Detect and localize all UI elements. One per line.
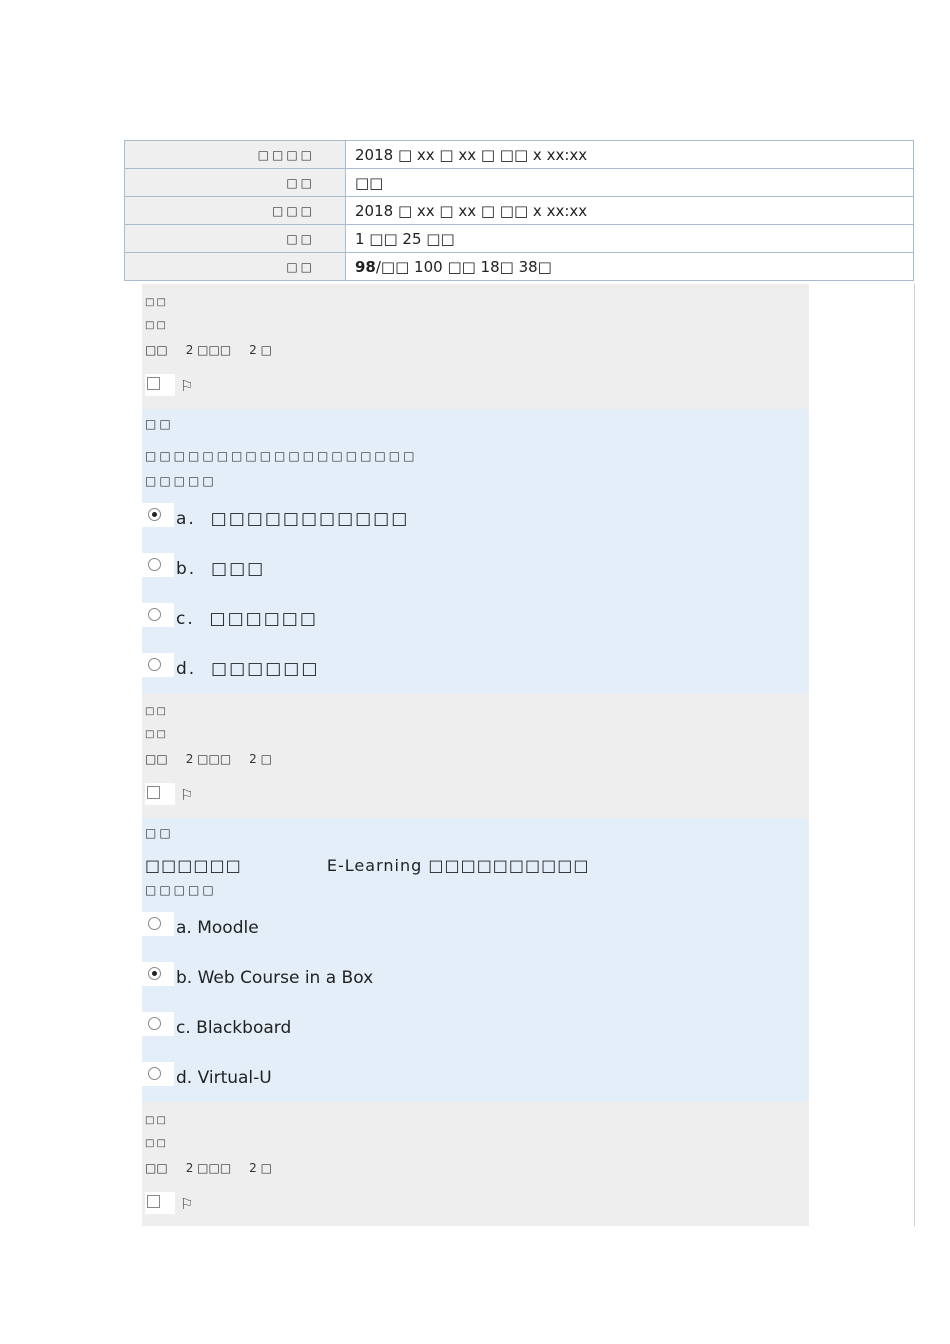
option-label: a. □□□□□□□□□□□ bbox=[176, 509, 410, 529]
points-total: 2 □ bbox=[249, 1161, 272, 1175]
question-content bbox=[142, 818, 809, 1102]
question-tools bbox=[145, 783, 194, 805]
points-earned: 2 □□□ bbox=[185, 752, 232, 766]
question-heading: □□ bbox=[145, 826, 174, 840]
question-text: □□□□□□ E-Learning □□□□□□□□□□ bbox=[145, 856, 590, 875]
summary-label: □□ bbox=[125, 169, 346, 197]
question-status: □□ bbox=[145, 320, 168, 331]
page-right-border bbox=[914, 284, 915, 1226]
flag-icon[interactable]: ⚐ bbox=[180, 377, 194, 395]
radio-button[interactable] bbox=[148, 1017, 161, 1030]
option-label: a. Moodle bbox=[176, 918, 259, 938]
question-prompt: □□□□□ bbox=[145, 474, 217, 488]
question-text: □□□□□□□□□□□□□□□□□□□ bbox=[145, 449, 418, 463]
summary-row bbox=[125, 253, 914, 281]
radio-box bbox=[142, 962, 174, 986]
question-heading: □□ bbox=[145, 417, 174, 431]
answer-option[interactable] bbox=[142, 603, 542, 633]
question-info bbox=[142, 693, 809, 818]
mark-checkbox[interactable] bbox=[147, 1195, 160, 1208]
radio-button[interactable] bbox=[148, 1067, 161, 1080]
question-tools bbox=[145, 1192, 194, 1214]
radio-box bbox=[142, 653, 174, 677]
answer-option[interactable] bbox=[142, 1062, 542, 1092]
attempt-summary-table bbox=[124, 140, 914, 281]
radio-box bbox=[142, 553, 174, 577]
radio-box bbox=[142, 912, 174, 936]
radio-button[interactable] bbox=[148, 608, 161, 621]
radio-box bbox=[142, 1012, 174, 1036]
summary-row bbox=[125, 169, 914, 197]
answer-option[interactable] bbox=[142, 1012, 542, 1042]
radio-button[interactable] bbox=[148, 967, 161, 980]
points-total: 2 □ bbox=[249, 752, 272, 766]
option-label: d. Virtual-U bbox=[176, 1068, 272, 1088]
points-total: 2 □ bbox=[249, 343, 272, 357]
question-tools bbox=[145, 374, 194, 396]
summary-label: □□□□ bbox=[125, 141, 346, 169]
question-points bbox=[145, 752, 290, 766]
radio-button[interactable] bbox=[148, 508, 161, 521]
points-earned: 2 □□□ bbox=[185, 1161, 232, 1175]
score-suffix: /□□ 100 □□ 18□ 38□ bbox=[375, 257, 552, 276]
summary-label: □□ bbox=[125, 225, 346, 253]
flag-icon[interactable]: ⚐ bbox=[180, 786, 194, 804]
option-label: d. □□□□□□ bbox=[176, 659, 320, 679]
answer-option[interactable] bbox=[142, 912, 542, 942]
option-label: b. Web Course in a Box bbox=[176, 968, 374, 988]
question-info bbox=[142, 1102, 809, 1226]
answer-option[interactable] bbox=[142, 962, 542, 992]
answer-option[interactable] bbox=[142, 503, 542, 533]
radio-button[interactable] bbox=[148, 658, 161, 671]
option-label: c. Blackboard bbox=[176, 1018, 292, 1038]
question-points bbox=[145, 1161, 290, 1175]
option-label: c. □□□□□□ bbox=[176, 609, 318, 629]
summary-row bbox=[125, 141, 914, 169]
score-value: 98 bbox=[355, 257, 376, 276]
question-status: □□ bbox=[145, 729, 168, 740]
flag-icon[interactable]: ⚐ bbox=[180, 1195, 194, 1213]
summary-value: 2018 □ xx □ xx □ □□ x xx:xx bbox=[346, 197, 914, 225]
summary-row bbox=[125, 197, 914, 225]
points-label: □□ bbox=[145, 1161, 168, 1175]
summary-label: □□ bbox=[125, 253, 346, 281]
answer-option[interactable] bbox=[142, 553, 542, 583]
mark-checkbox[interactable] bbox=[147, 786, 160, 799]
radio-box bbox=[142, 603, 174, 627]
question-info bbox=[142, 284, 809, 409]
question-points bbox=[145, 343, 290, 357]
mark-checkbox[interactable] bbox=[147, 377, 160, 390]
radio-button[interactable] bbox=[148, 558, 161, 571]
summary-value: 1 □□ 25 □□ bbox=[346, 225, 914, 253]
question-status: □□ bbox=[145, 1138, 168, 1149]
question-content bbox=[142, 409, 809, 693]
option-label: b. □□□ bbox=[176, 559, 266, 579]
summary-value: 2018 □ xx □ xx □ □□ x xx:xx bbox=[346, 141, 914, 169]
radio-box bbox=[142, 503, 174, 527]
question-number: □□ bbox=[145, 1115, 168, 1126]
points-label: □□ bbox=[145, 343, 168, 357]
summary-label: □□□ bbox=[125, 197, 346, 225]
question-number: □□ bbox=[145, 706, 168, 717]
radio-button[interactable] bbox=[148, 917, 161, 930]
points-label: □□ bbox=[145, 752, 168, 766]
answer-option[interactable] bbox=[142, 653, 542, 683]
summary-value: □□ bbox=[346, 169, 914, 197]
radio-box bbox=[142, 1062, 174, 1086]
question-number: □□ bbox=[145, 297, 168, 308]
question-prompt: □□□□□ bbox=[145, 883, 217, 897]
summary-value bbox=[346, 253, 914, 281]
points-earned: 2 □□□ bbox=[185, 343, 232, 357]
summary-row bbox=[125, 225, 914, 253]
